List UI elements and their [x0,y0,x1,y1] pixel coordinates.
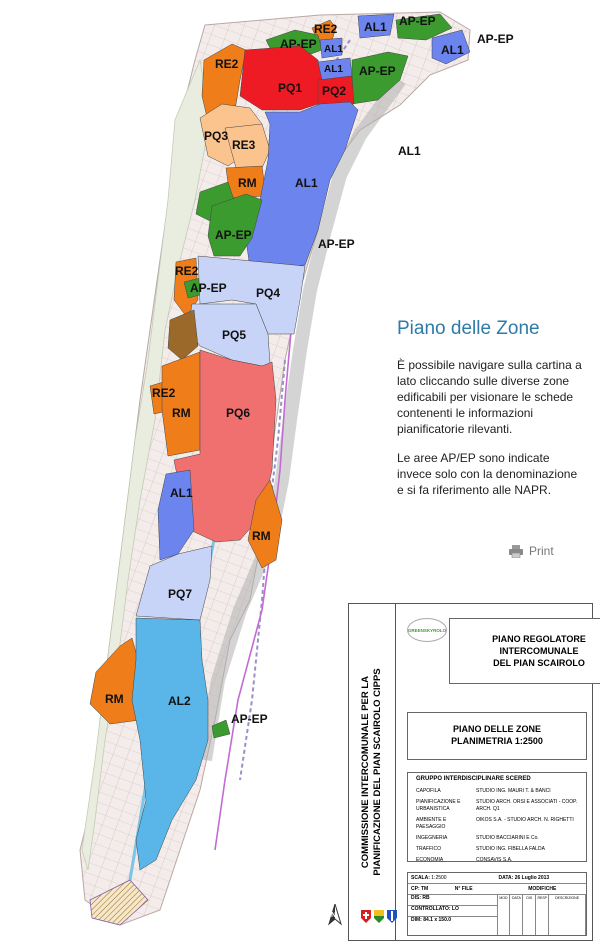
team-member: STUDIO ING. MAURI T. & BANCI [476,788,551,794]
title-block [331,603,593,941]
sheet-title-box [407,712,587,760]
zone-label: RM [105,692,124,706]
zone-label: PQ5 [222,328,247,342]
coats-of-arms [361,910,397,923]
date-label: DATA: [498,875,514,881]
scale-value: 1:2500 [431,875,447,881]
zone-label: RM [238,176,257,190]
zone-label: RE2 [152,386,176,400]
team-list [408,786,586,866]
dim-label: DIM: 84.1 x 150.0 [411,917,452,923]
coat-of-arms-icon [387,910,397,923]
team-row [408,797,586,815]
zone-label: AL1 [324,44,343,55]
team-row [408,844,586,855]
zone-al1-top-small[interactable] [320,38,342,58]
dis-label: DIS: RB [411,895,430,901]
meta-box [407,872,587,936]
team-role: INGEGNERIA [416,835,448,841]
zone-label: AL1 [170,486,193,500]
modifiche-column-header: DESCRIZIONE [549,895,586,935]
team-role: AMBIENTE E PAESAGGIO [416,817,447,830]
printer-icon [509,545,523,558]
note-paragraph: Le aree AP/EP sono indicate invece solo con la denominazione e si fa riferimento alle NAPR. [397,451,578,497]
modifiche-column-header: RESP [536,895,549,935]
zone-label: PQ2 [322,84,347,98]
team-row [408,815,586,833]
modifiche-column-header: DIS [523,895,536,935]
page-title: Piano delle Zone [397,318,540,339]
team-member: STUDIO ARCH. ORSI E ASSOCIATI - COOP. ARCH. Q1 [476,799,578,812]
zone-pq1[interactable] [240,46,322,110]
group-title: GRUPPO INTERDISCIPLINARE SCERED [416,776,531,782]
modifiche-column-header: DATA [510,895,523,935]
plan-title-line: INTERCOMUNALE [499,646,579,656]
intro-paragraph: È possibile navigare sulla cartina a lato cliccando sulle diverse zone edificabili per visionare le schede contenenti le informazioni pianificatorie rilevanti. [397,358,582,436]
zone-label: AL1 [398,144,421,158]
zone-label: RE2 [314,22,338,36]
zone-label: AL2 [168,694,191,708]
logo [407,618,447,642]
coat-of-arms-icon [374,910,384,923]
sheet-title-line: PLANIMETRIA 1:2500 [451,736,543,746]
zone-label: AL1 [295,176,318,190]
commission-vertical-title [349,604,396,940]
logo-text: GREENSKYROLO [407,627,447,633]
zone-label: AP-EP [318,237,355,251]
zone-label: AP-EP [280,37,317,51]
zone-label: AP-EP [359,64,396,78]
team-member: STUDIO ING. FIBELLA FALDA [476,846,545,852]
team-member: OIKOS S.A. - STUDIO ARCH. N. RIGHETTI [476,817,574,823]
zone-label: RE2 [215,57,239,71]
coat-of-arms-icon [361,910,371,923]
plan-title-line: PIANO REGOLATORE [492,634,586,644]
zone-label: RM [172,406,191,420]
plan-title-box [449,618,600,684]
zone-rm-mid[interactable] [162,352,200,456]
zone-label: PQ4 [256,286,281,300]
modifiche-column-header: MOD [498,895,511,935]
team-role: PIANIFICAZIONE E URBANISTICA [416,799,461,812]
date-value: 26 Luglio 2013 [514,875,550,881]
scale-label: SCALA: [411,875,430,881]
zone-label: PQ1 [278,81,303,95]
vertical-title-line: PIANIFICAZIONE DEL PIAN SCAIROLO CIPPS [372,668,383,876]
zone-al1-top[interactable] [358,14,394,38]
controllato-label: CONTROLLATO: LO [411,906,459,912]
zone-label: RE2 [175,264,199,278]
sheet-title-line: PIANO DELLE ZONE [452,724,541,734]
team-role: TRAFFICO [416,846,441,852]
zone-label: AP-EP [399,14,436,28]
zone-label: AL1 [441,43,464,57]
zone-label: AL1 [324,64,343,75]
info-panel [397,318,587,511]
modifiche-table [497,895,587,935]
team-row [408,833,586,844]
zone-label: AL1 [364,20,387,34]
zone-label: RM [252,529,271,543]
team-row [408,786,586,797]
zone-label: AP-EP [215,228,252,242]
zone-label: AP-EP [477,32,514,46]
print-label: Print [529,544,554,558]
cp-label: CP: TM [411,886,429,892]
zone-label: PQ7 [168,587,193,601]
zone-label: AP-EP [231,712,268,726]
nfile-label: N° FILE [454,886,473,892]
team-member: STUDIO BACCIARINI E Co. [476,835,539,841]
north-label: N [331,912,337,919]
zone-rm-upper[interactable] [226,166,266,198]
team-role: CAPOFILA [416,788,441,794]
vertical-title-line: COMMISSIONE INTERCOMUNALE PER LA [360,675,371,869]
zone-label: PQ3 [204,129,229,143]
team-box [407,772,587,862]
zone-label: PQ6 [226,406,251,420]
plan-title-line: DEL PIAN SCAIROLO [493,658,585,668]
zone-label: RE3 [232,138,256,152]
team-row [408,855,586,866]
team-role: ECONOMIA [416,857,444,863]
modifiche-label: MODIFICHE [528,886,557,892]
north-arrow [327,904,343,926]
print-button[interactable] [509,544,554,558]
team-member: CONSAVIS S.A. [476,857,513,863]
zone-label: AP-EP [190,281,227,295]
